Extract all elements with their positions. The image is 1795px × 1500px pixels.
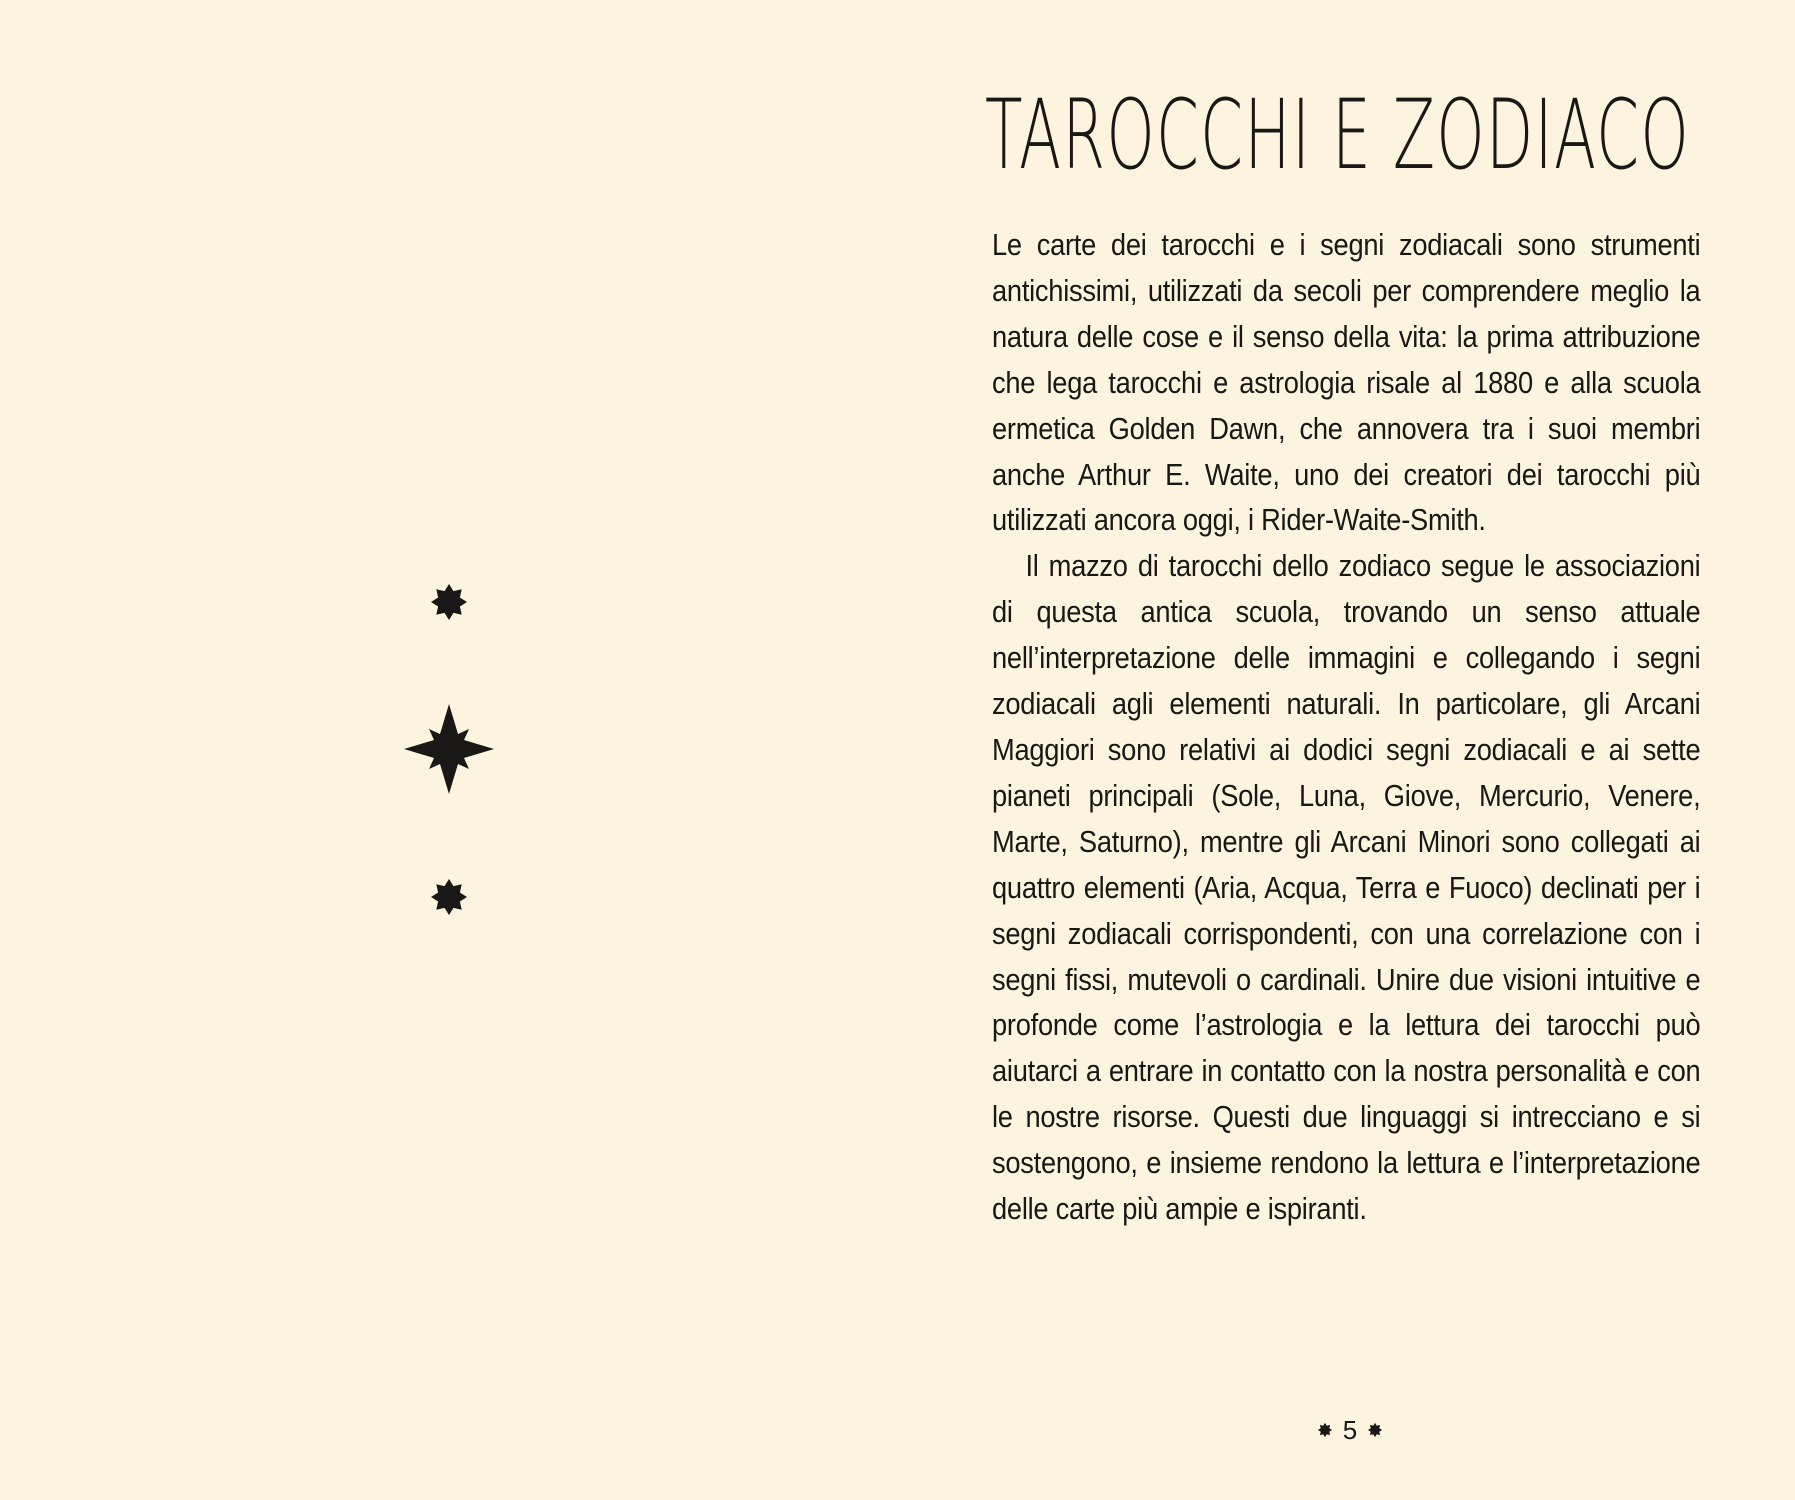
eight-point-star-icon [1317,1422,1333,1438]
four-point-star-icon [404,704,494,794]
eight-point-star-icon [431,879,467,915]
eight-point-star-icon [431,584,467,620]
eight-point-star-icon [1367,1422,1383,1438]
page-number-footer [1300,1410,1400,1450]
body-text [992,222,1700,1232]
page-title [985,80,1705,190]
page-number: 5 [1342,1414,1358,1445]
paragraph-2: Il mazzo di tarocchi dello zodiaco segue le associazioni di questa antica scuola, trovando un senso attuale nell’interpretazione delle immagini e collegando i segni zodiacali agli elementi naturali. In particolare, gli Arcani Maggiori sono relativi ai dodici segni zodiacali e ai sette pianeti principali (Sole, Luna, Giove, Mercurio, Venere, Marte, Saturno), mentre gli Arcani Minori sono collegati ai quattro elementi (Aria, Acqua, Terra e Fuoco) declinati per i segni zodiacali corrispondenti, con una correlazione con i segni fissi, mutevoli o cardinali. Unire due visioni intuitive e profonde come l’astrologia e la lettura dei tarocchi può aiutarci a entrare in contatto con la nostra personalità e con le nostre risorse. Questi due linguaggi si intrecciano e si sostengono, e insieme rendono la lettura e l’interpretazione delle carte più ampie e ispiranti. [992,548,1701,1227]
paragraph-1: Le carte dei tarocchi e i segni zodiacali sono strumenti antichissimi, utilizzati da secoli per comprendere meglio la natura delle cose e il senso della vita: la prima attribuzione che lega tarocchi e astrologia risale al 1880 e alla scuola ermetica Golden Dawn, che annovera tra i suoi membri anche Arthur E. Waite, uno dei creatori dei tarocchi più utilizzati ancora oggi, i Rider-Waite-Smith. [992,227,1701,538]
page-title-text: Tarocchi e zodiaco [985,80,1690,190]
